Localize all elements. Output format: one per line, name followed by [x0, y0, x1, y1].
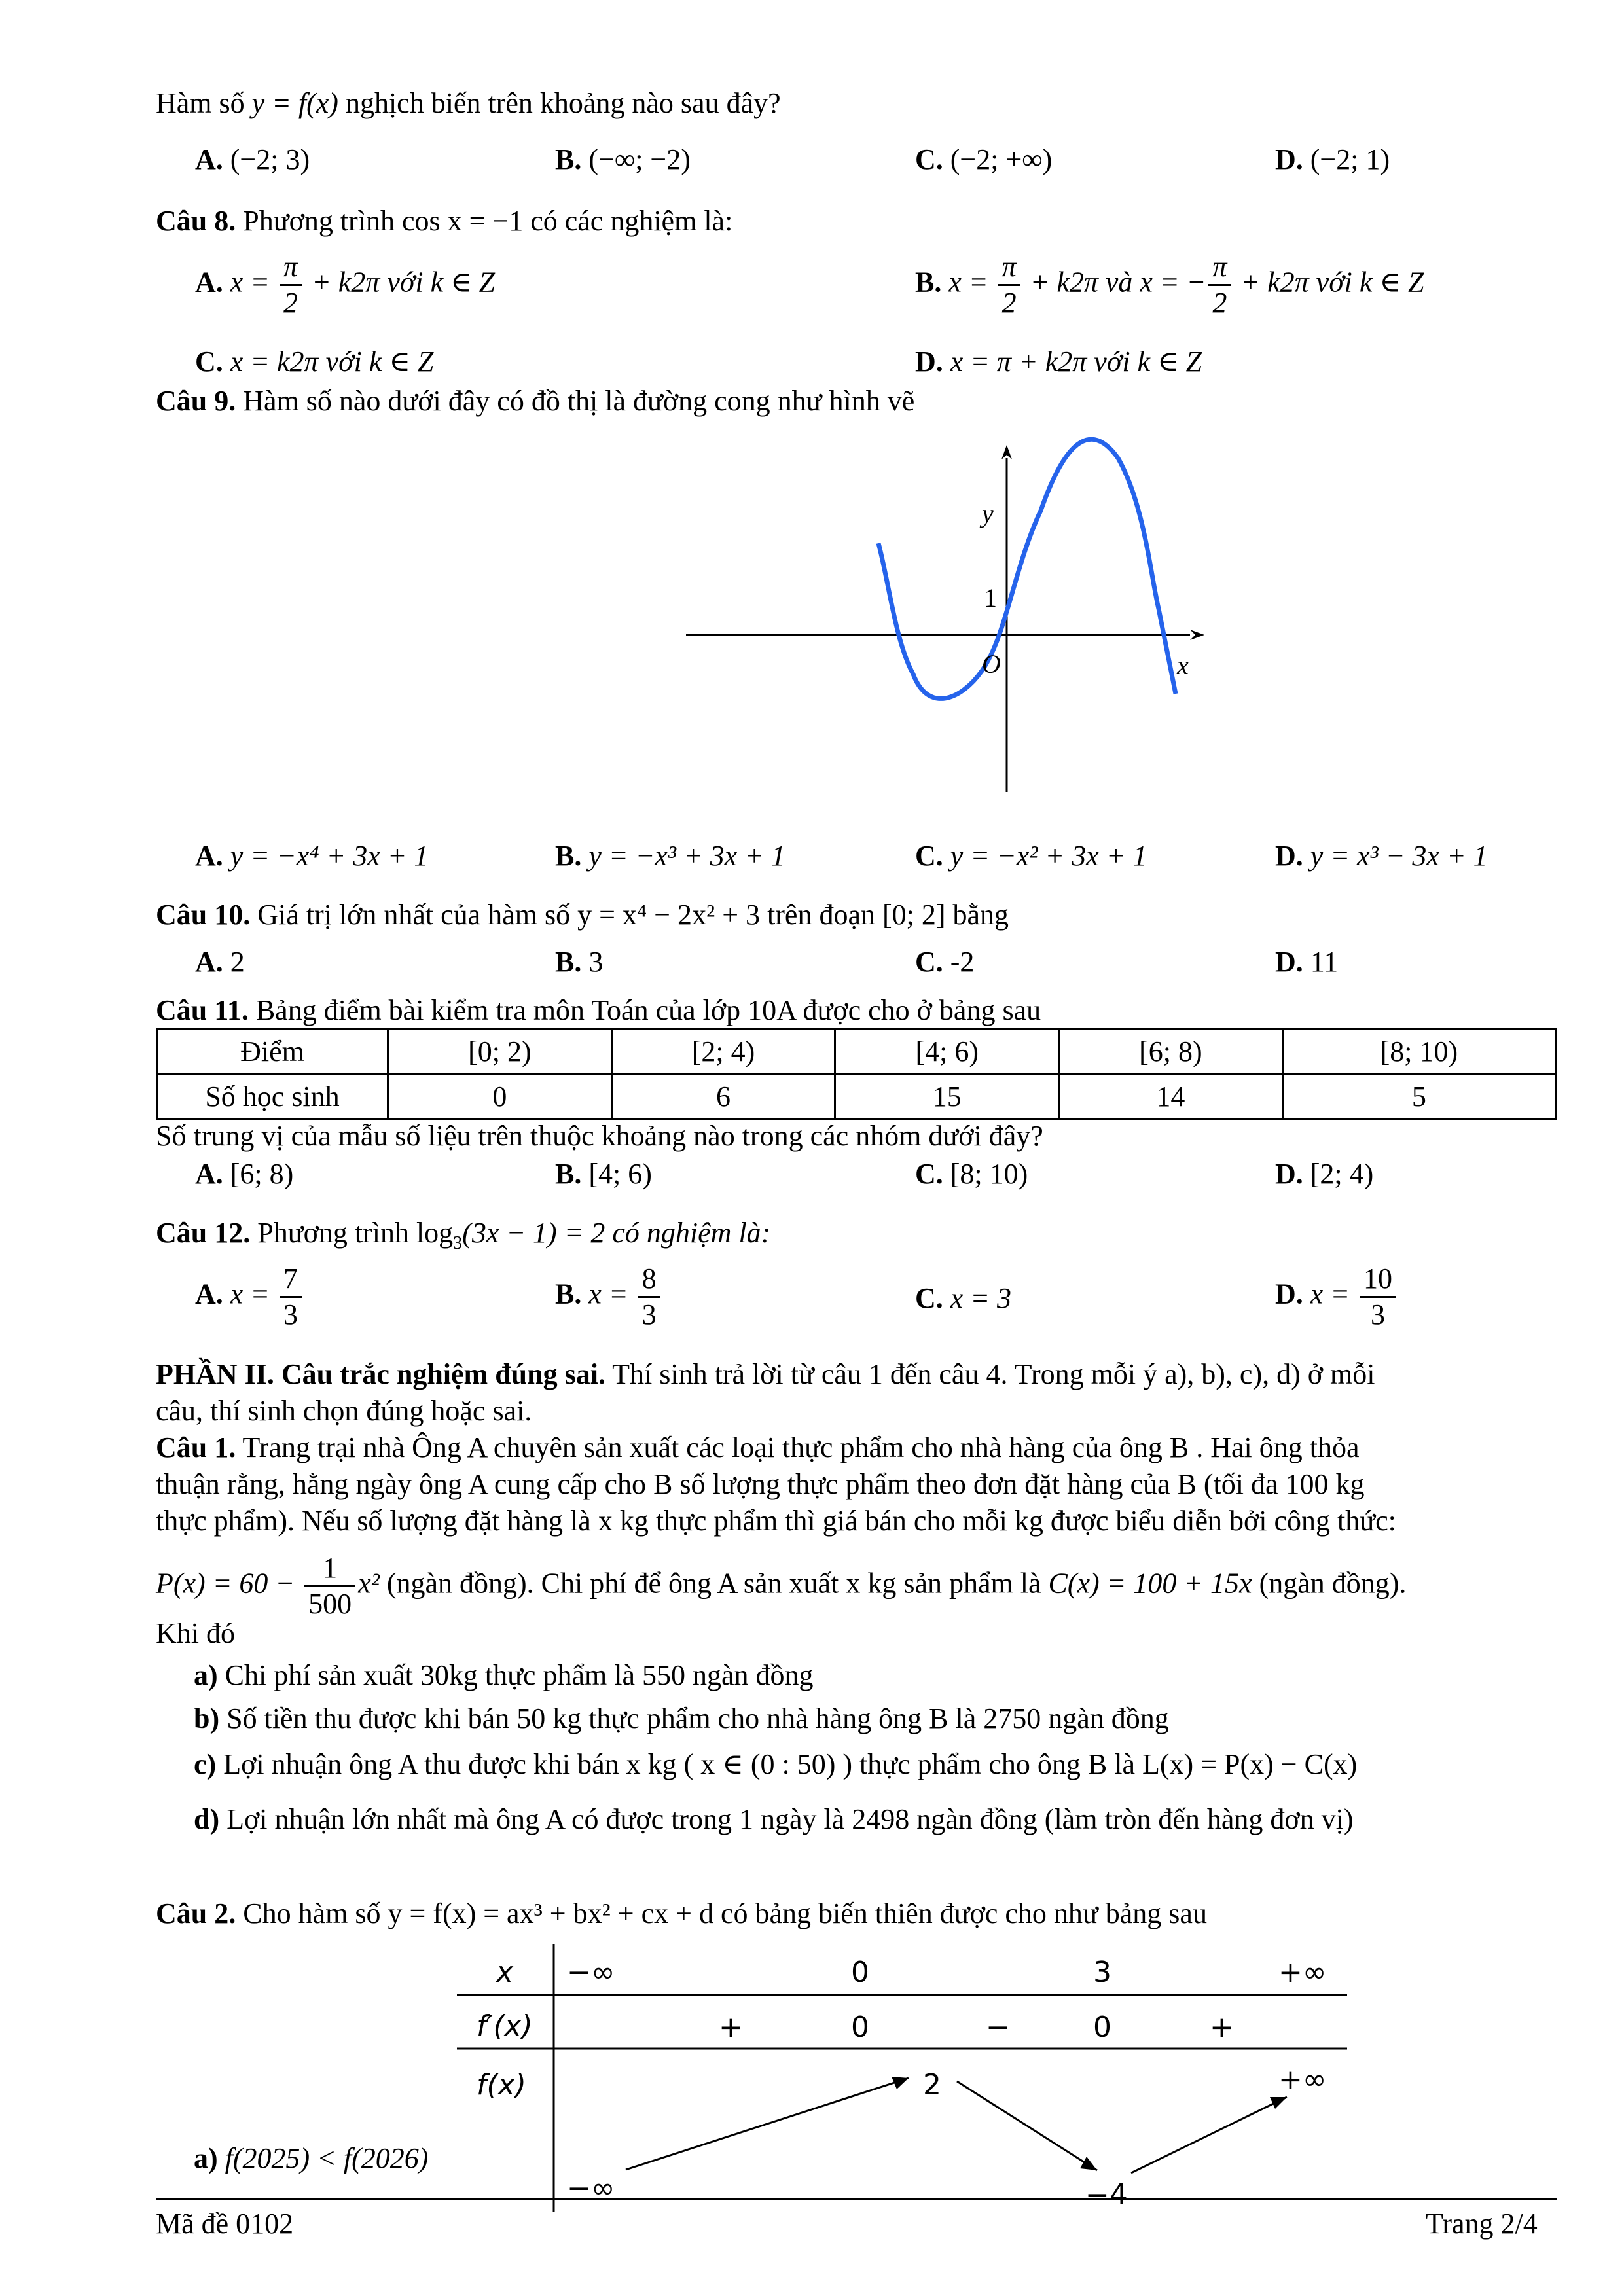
fraction	[304, 1551, 355, 1621]
vt-f-value: −4	[1085, 2178, 1128, 2212]
q7-stem-suffix: nghịch biến trên khoảng nào sau đây?	[338, 87, 781, 119]
p2q1-line2: thuận rằng, hằng ngày ông A cung cấp cho B số lượng thực phẩm theo đơn đặt hàng của B (tối đa 100 kg	[156, 1468, 1365, 1500]
q9-text: Hàm số nào dưới đây có đồ thị là đường cong như hình vẽ	[236, 385, 915, 417]
p2q1-item-a	[194, 1657, 814, 1694]
q8-stem	[156, 203, 732, 240]
q8-option-a	[195, 250, 495, 320]
p2q1-item-c	[194, 1746, 1357, 1783]
khi-do: Khi đó	[156, 1617, 235, 1649]
item-label: a)	[194, 1659, 218, 1691]
table-cell: 15	[835, 1074, 1059, 1119]
q12-option-a	[195, 1262, 304, 1332]
option-label: B.	[555, 840, 582, 872]
graph-curve	[878, 439, 1176, 698]
option-text: 3	[581, 946, 604, 978]
q12-stem	[156, 1215, 770, 1262]
footer-divider	[156, 2198, 1557, 2200]
x-axis-arrow-icon	[1190, 630, 1204, 640]
option-label: C.	[915, 946, 943, 978]
item-text: Chi phí sản xuất 30kg thực phẩm là 550 ngàn đồng	[217, 1659, 814, 1691]
page-number: Trang 2/4	[1426, 2208, 1538, 2240]
q11-option-b	[555, 1156, 652, 1193]
option-label: B.	[915, 266, 942, 298]
option-label: C.	[915, 1282, 943, 1314]
item-text: Số tiền thu được khi bán 50 kg thực phẩm cho nhà hàng ông B là 2750 ngàn đồng	[219, 1702, 1169, 1734]
q12-text-end: (3x − 1) = 2 có nghiệm là:	[462, 1217, 771, 1249]
vt-sign: 0	[1093, 2011, 1111, 2044]
vt-row-f-label: f(x)	[477, 2068, 526, 2102]
q7-option-d	[1275, 141, 1390, 178]
option-label: D.	[1275, 840, 1303, 872]
vt-arrow-up	[1131, 2097, 1287, 2173]
q8-option-b	[915, 250, 1424, 320]
option-label: A.	[195, 1158, 223, 1190]
q9-option-a	[195, 838, 428, 874]
fraction	[280, 250, 302, 320]
p2q1-line3: thực phẩm). Nếu số lượng đặt hàng là x kg thực phẩm thì giá bán cho mỗi kg được biểu diễn bởi công thức:	[156, 1505, 1396, 1537]
cubic-graph	[666, 419, 1216, 798]
vt-x-value: +∞	[1278, 1956, 1327, 1989]
option-math: x =	[230, 266, 278, 298]
option-text: y = −x³ + 3x + 1	[588, 840, 785, 872]
table-cell: [8; 10)	[1282, 1029, 1555, 1074]
part2-intro	[156, 1356, 1375, 1393]
option-label: D.	[1275, 946, 1303, 978]
q11-label: Câu 11.	[156, 994, 249, 1026]
p2q1-text: (ngàn đồng). Chi phí để ông A sản xuất x kg sản phẩm là	[379, 1567, 1049, 1600]
option-label: A.	[195, 840, 223, 872]
option-text: [4; 6)	[581, 1158, 652, 1190]
q8-text: Phương trình cos x = −1 có các nghiệm là:	[236, 205, 733, 237]
option-label: B.	[555, 1158, 582, 1190]
option-text: [8; 10)	[943, 1158, 1028, 1190]
p2q2-item-a	[194, 2140, 428, 2177]
vt-row-x-label: x	[496, 1956, 514, 1989]
q9-option-d	[1275, 838, 1488, 874]
option-label: D.	[1275, 1158, 1303, 1190]
p2q1-item-b	[194, 1700, 1169, 1737]
p2q2-label: Câu 2.	[156, 1897, 236, 1929]
q9-label: Câu 9.	[156, 385, 236, 417]
y-axis-label: y	[982, 499, 994, 528]
option-label: D.	[1275, 143, 1303, 175]
q9-stem	[156, 383, 914, 420]
option-math: x =	[1303, 1278, 1358, 1310]
fraction	[1360, 1262, 1396, 1332]
option-math: x =	[223, 1278, 278, 1310]
p2q1-text-end: (ngàn đồng).	[1252, 1567, 1407, 1600]
part2-intro-text: Thí sinh trả lời từ câu 1 đến câu 4. Trong mỗi ý a), b), c), d) ở mỗi	[605, 1358, 1375, 1390]
denominator: 3	[283, 1299, 298, 1331]
vt-f-value: −∞	[567, 2172, 615, 2205]
item-label: d)	[194, 1803, 220, 1835]
p2q1-line1	[156, 1429, 1360, 1466]
p2q1-item-d	[194, 1801, 1354, 1838]
q7-option-b	[555, 141, 691, 178]
vt-x-value: 3	[1093, 1956, 1111, 1989]
option-text: y = −x² + 3x + 1	[950, 840, 1147, 872]
option-text: x = π + k2π với k ∈ Z	[950, 346, 1202, 378]
option-label: A.	[195, 946, 223, 978]
option-label: D.	[915, 346, 943, 378]
option-math: + k2π với k ∈ Z	[1233, 266, 1424, 298]
numerator: 10	[1360, 1262, 1396, 1298]
fraction	[638, 1262, 660, 1332]
part2-title: PHẦN II. Câu trắc nghiệm đúng sai.	[156, 1358, 605, 1390]
q11-question: Số trung vị của mẫu số liệu trên thuộc khoảng nào trong các nhóm dưới đây?	[156, 1120, 1043, 1152]
q7-stem	[156, 85, 781, 122]
numerator: π	[998, 250, 1020, 286]
option-label: A.	[195, 1278, 223, 1310]
vt-arrow-down	[957, 2081, 1097, 2170]
vt-sign: +	[1210, 2011, 1234, 2044]
option-text: [2; 4)	[1303, 1158, 1374, 1190]
q10-label: Câu 10.	[156, 899, 251, 931]
q12-text: Phương trình log	[250, 1217, 454, 1249]
table-cell: Điểm	[157, 1029, 388, 1074]
q7-option-c	[915, 141, 1052, 178]
price-formula-tail: x²	[358, 1567, 380, 1600]
option-text: y = −x⁴ + 3x + 1	[230, 840, 429, 872]
vt-x-value: −∞	[567, 1956, 615, 1989]
table-cell: [2; 4)	[611, 1029, 835, 1074]
q11-option-d	[1275, 1156, 1373, 1193]
y-tick-label: 1	[984, 583, 997, 613]
vt-arrow-up	[626, 2078, 909, 2170]
q7-option-a	[195, 141, 310, 178]
denominator: 500	[308, 1588, 352, 1620]
q11-option-a	[195, 1156, 293, 1193]
table-row	[157, 1029, 1556, 1074]
x-axis-label: x	[1177, 651, 1189, 680]
option-text: [6; 8)	[223, 1158, 294, 1190]
option-math: + k2π với k ∈ Z	[304, 266, 496, 298]
option-math: x =	[581, 1278, 636, 1310]
vt-sign: 0	[851, 2011, 869, 2044]
exam-code: Mã đề 0102	[156, 2208, 294, 2240]
option-label: A.	[195, 266, 223, 298]
q12-option-d	[1275, 1262, 1399, 1332]
q7-stem-math: y = f(x)	[251, 87, 338, 119]
cost-formula: C(x) = 100 + 15x	[1048, 1567, 1252, 1600]
vt-sign: −	[986, 2011, 1010, 2044]
q7-stem-prefix: Hàm số	[156, 87, 252, 119]
q8-option-c	[195, 344, 433, 380]
denominator: 2	[1212, 287, 1227, 319]
table-cell: [0; 2)	[388, 1029, 612, 1074]
option-label: B.	[555, 143, 582, 175]
p2q1-label: Câu 1.	[156, 1431, 236, 1463]
q11-text: Bảng điểm bài kiểm tra môn Toán của lớp 10A được cho ở bảng sau	[248, 994, 1041, 1026]
p2q1-text: Trang trại nhà Ông A chuyên sản xuất các loại thực phẩm cho nhà hàng của ông B . Hai ông thỏa	[236, 1431, 1360, 1463]
denominator: 3	[641, 1299, 657, 1331]
q12-option-c	[915, 1280, 1011, 1317]
vt-row-fprime-label: f′(x)	[477, 2009, 533, 2043]
option-label: C.	[915, 1158, 943, 1190]
q9-option-c	[915, 838, 1147, 874]
table-cell: Số học sinh	[157, 1074, 388, 1119]
fraction	[280, 1262, 302, 1332]
y-axis-arrow-icon	[1001, 445, 1012, 459]
option-label: C.	[915, 143, 943, 175]
item-label: c)	[194, 1748, 217, 1780]
log-base: 3	[453, 1232, 463, 1253]
option-text: (−∞; −2)	[588, 143, 691, 175]
option-label: D.	[1275, 1278, 1303, 1310]
item-label: a)	[194, 2142, 218, 2174]
p2q2-text: Cho hàm số y = f(x) = ax³ + bx² + cx + d có bảng biến thiên được cho như bảng sau	[236, 1897, 1207, 1929]
table-cell: 14	[1059, 1074, 1283, 1119]
origin-label: O	[982, 649, 1001, 679]
option-text: 11	[1303, 946, 1339, 978]
table-cell: [6; 8)	[1059, 1029, 1283, 1074]
numerator: 1	[304, 1551, 355, 1587]
option-text: (−2; 1)	[1310, 143, 1390, 175]
option-math: x = 3	[943, 1282, 1012, 1314]
option-label: A.	[195, 143, 223, 175]
option-math: + k2π và x = −	[1022, 266, 1206, 298]
option-math: x =	[948, 266, 996, 298]
table-cell: 0	[388, 1074, 612, 1119]
q10-option-d	[1275, 944, 1338, 980]
p2q2-stem	[156, 1895, 1207, 1932]
vt-x-value: 0	[851, 1956, 869, 1989]
price-formula: P(x) = 60 −	[156, 1567, 302, 1600]
table-row	[157, 1074, 1556, 1119]
numerator: 7	[280, 1262, 302, 1298]
arrow-head-icon	[1270, 2097, 1287, 2109]
numerator: π	[280, 250, 302, 286]
option-label: B.	[555, 1278, 582, 1310]
denominator: 3	[1371, 1299, 1386, 1331]
denominator: 2	[283, 287, 298, 319]
q11-option-c	[915, 1156, 1028, 1193]
option-label: B.	[555, 946, 582, 978]
option-label: C.	[195, 346, 223, 378]
fraction	[1208, 250, 1231, 320]
q12-label: Câu 12.	[156, 1217, 251, 1249]
q10-stem	[156, 897, 1009, 933]
q10-option-a	[195, 944, 245, 980]
vt-f-value: 2	[923, 2068, 941, 2102]
item-label: b)	[194, 1702, 220, 1734]
option-text: 2	[223, 946, 245, 978]
option-text: (−2; 3)	[230, 143, 310, 175]
table-cell: 5	[1282, 1074, 1555, 1119]
q10-option-c	[915, 944, 974, 980]
vt-sign: +	[719, 2011, 743, 2044]
option-text: (−2; +∞)	[950, 143, 1053, 175]
q10-option-b	[555, 944, 603, 980]
numerator: 8	[638, 1262, 660, 1298]
option-text: y = x³ − 3x + 1	[1310, 840, 1488, 872]
option-text: -2	[943, 946, 975, 978]
item-text: Lợi nhuận ông A thu được khi bán x kg ( x ∈ (0 : 50) ) thực phẩm cho ông B là L(x) = P(x) − C(x)	[216, 1748, 1358, 1780]
item-text: f(2025) < f(2026)	[217, 2142, 429, 2174]
arrow-head-icon	[1080, 2157, 1097, 2170]
option-text: x = k2π với k ∈ Z	[230, 346, 434, 378]
q12-option-b	[555, 1262, 663, 1332]
part2-intro-text-2: câu, thí sinh chọn đúng hoặc sai.	[156, 1395, 532, 1427]
denominator: 2	[1001, 287, 1017, 319]
numerator: π	[1208, 250, 1231, 286]
fraction	[998, 250, 1020, 320]
table-cell: 6	[611, 1074, 835, 1119]
q10-text: Giá trị lớn nhất của hàm số y = x⁴ − 2x² + 3 trên đoạn [0; 2] bằng	[250, 899, 1009, 931]
variation-table	[457, 1944, 1360, 2219]
p2q1-formula-line	[156, 1551, 1406, 1621]
score-table	[156, 1028, 1557, 1120]
q9-option-b	[555, 838, 785, 874]
vt-f-value: +∞	[1278, 2063, 1327, 2096]
option-label: C.	[915, 840, 943, 872]
table-cell: [4; 6)	[835, 1029, 1059, 1074]
q8-label: Câu 8.	[156, 205, 236, 237]
q11-stem	[156, 992, 1041, 1029]
q8-option-d	[915, 344, 1202, 380]
item-text: Lợi nhuận lớn nhất mà ông A có được trong 1 ngày là 2498 ngàn đồng (làm tròn đến hàng đơn vị)	[219, 1803, 1354, 1835]
